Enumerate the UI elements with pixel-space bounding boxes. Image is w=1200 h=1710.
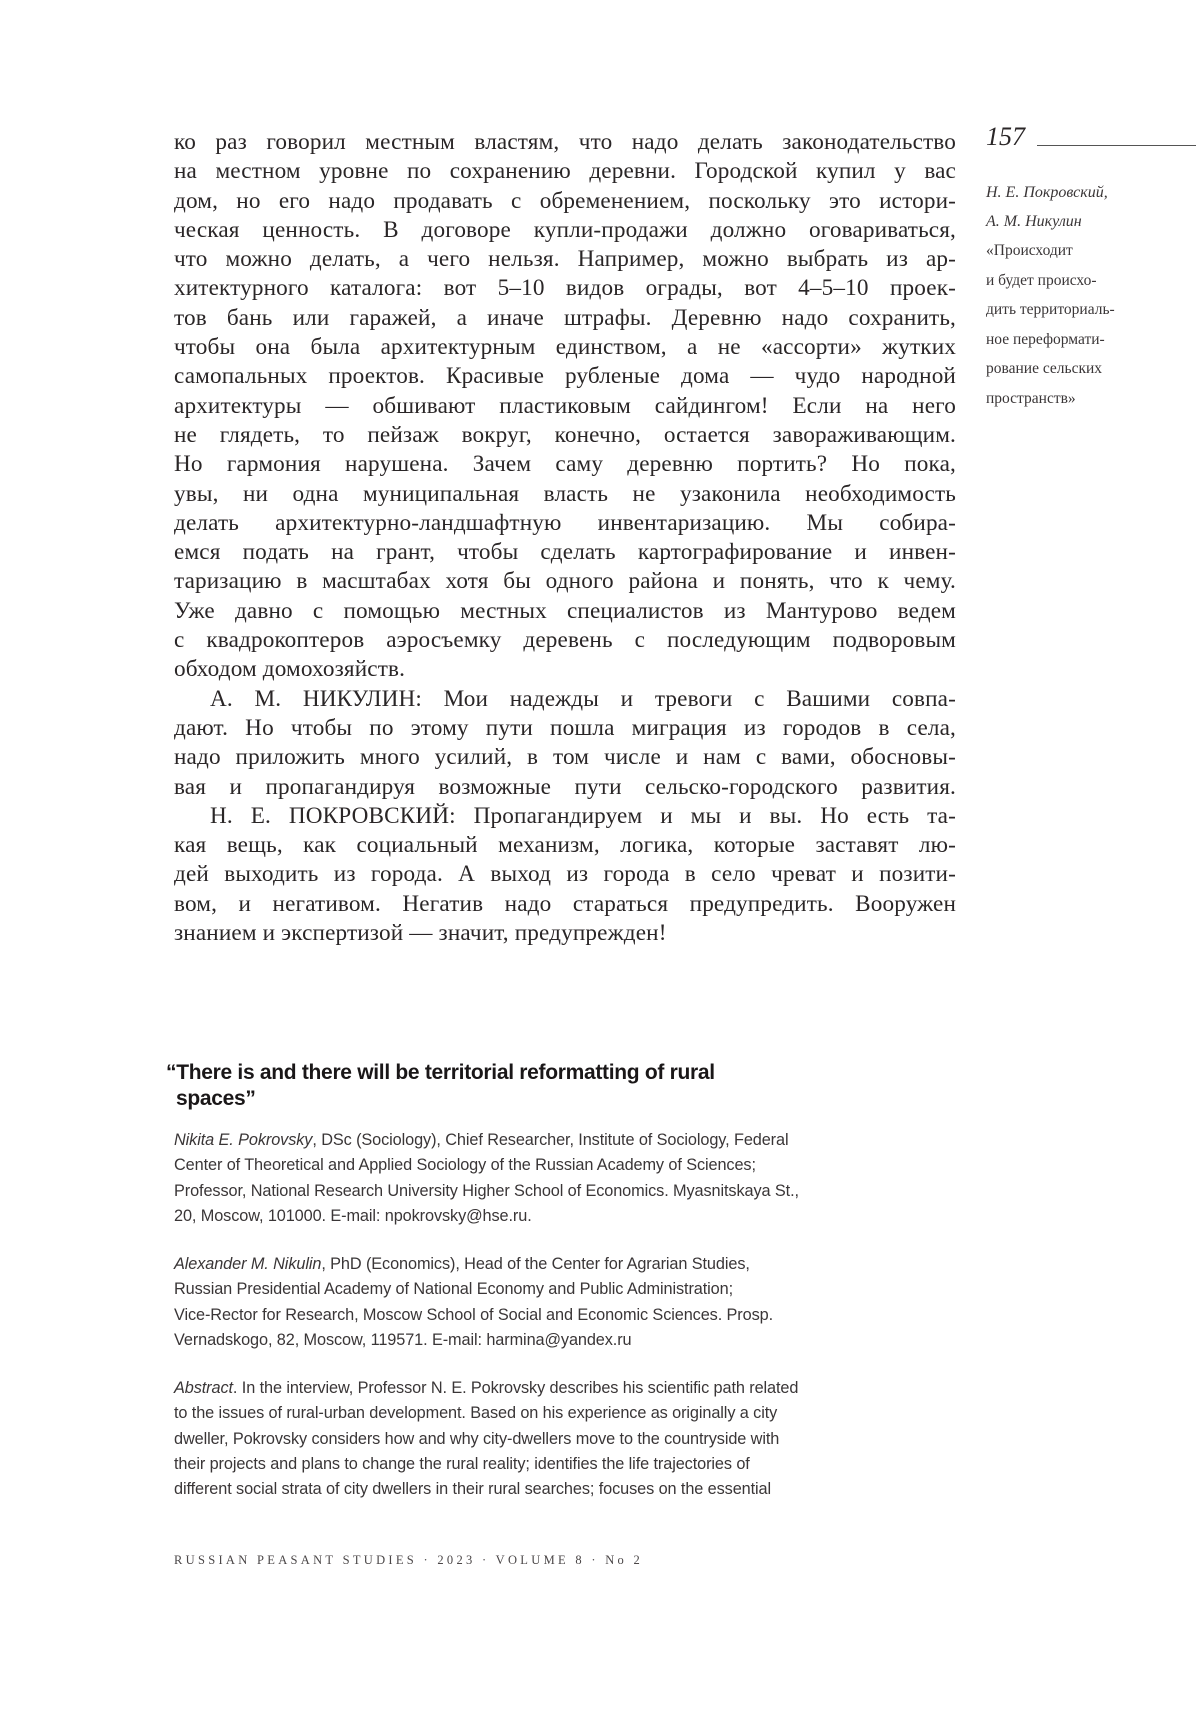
body-line: Но гармония нарушена. Зачем саму деревню портить? Но пока, (174, 451, 956, 478)
body-line: вая и пропагандируя возможные пути сельско-городского развития. (174, 773, 956, 800)
body-line: чтобы она была архитектурным единством, а не «ассорти» жутких (174, 334, 956, 361)
body-line: дей выходить из города. А выход из города в село чреват и позити- (174, 861, 956, 888)
body-line: вом, и негативом. Негатив надо стараться предупредить. Вооружен (174, 890, 956, 917)
page-number: 157 (986, 122, 1025, 151)
abstract: Abstract. In the interview, Professor N. E. Pokrovsky describes his scientific path related to the issues of rural-urban development. Based on his experience as originally a city dweller, Pokrovsky considers how and why city-dwellers move to the countryside with their projects and plans to change the rural reality; identifies the life trajectories of different social strata of city dwellers in their rural searches; focuses on the essential (174, 1379, 799, 1499)
body-line: дают. Но чтобы по этому пути пошла миграция из городов в села, (174, 714, 956, 741)
running-authors: Н. Е. Покровский, А. М. Никулин (986, 184, 1108, 230)
english-title: “There is and there will be territorial reformatting of rural spaces” (166, 1061, 715, 1110)
body-line: с квадрокоптеров аэросъемку деревень с последующим подворовым (174, 627, 956, 654)
body-line: делать архитектурно-ландшафтную инвентаризацию. Мы собира- (174, 509, 956, 536)
body-line: хитектурного каталога: вот 5–10 видов ограды, вот 4–5–10 проек- (174, 275, 956, 302)
body-line: не глядеть, то пейзаж вокруг, конечно, остается завораживающим. (174, 421, 956, 448)
body-line: знанием и экспертизой — значит, предупрежден! (174, 920, 667, 947)
journal-footer: RUSSIAN PEASANT STUDIES · 2023 · VOLUME 8 · No 2 (174, 1553, 644, 1567)
body-line: кая вещь, как социальный механизм, логика, которые заставят лю- (174, 832, 956, 859)
body-line-speaker-nikulin: А. М. НИКУЛИН: Мои надежды и тревоги с Вашими совпа- (210, 685, 956, 712)
body-line: дом, но его надо продавать с обременением, поскольку это истори- (174, 187, 956, 214)
body-line: архитектуры — обшивают пластиковым сайдингом! Если на него (174, 392, 956, 419)
running-title: «Происходит и будет происхо- дить территориаль- ное переформати- рование сельских пространств» (986, 242, 1115, 407)
body-line: Уже давно с помощью местных специалистов из Мантурово ведем (174, 597, 956, 624)
body-line: емся подать на грант, чтобы сделать картографирование и инвен- (174, 539, 956, 566)
body-line: надо приложить много усилий, в том числе и нам с вами, обосновы- (174, 744, 956, 771)
abstract-label: Abstract (174, 1379, 233, 1397)
body-line: обходом домохозяйств. (174, 656, 406, 683)
russian-body-text (174, 128, 956, 948)
body-line: ко раз говорил местным властям, что надо делать законодательство (174, 129, 956, 155)
body-line: таризацию в масштабах хотя бы одного района и понять, что к чему. (174, 568, 956, 595)
body-line: тов бань или гаражей, а иначе штрафы. Деревню надо сохранить, (174, 304, 956, 331)
author-affiliation-nikulin: Alexander M. Nikulin, PhD (Economics), Head of the Center for Agrarian Studies, Russian Presidential Academy of National Economy and Public Administration; Vice-Rector for Research, Moscow School of Social and Economic Sciences. Prosp. Vernadskogo, 82, Moscow, 119571. E-mail: harmina@yandex.ru (174, 1255, 773, 1349)
author-name: Alexander M. Nikulin (174, 1255, 322, 1273)
body-line: увы, ни одна муниципальная власть не узаконила необходимость (174, 480, 956, 507)
body-line: ческая ценность. В договоре купли-продажи должно оговариваться, (174, 216, 956, 243)
running-header-margin (986, 118, 1196, 413)
body-line: на местном уровне по сохранению деревни. Городской купил у вас (174, 158, 956, 185)
header-rule (1037, 145, 1196, 146)
body-line-speaker-pokrovsky: Н. Е. ПОКРОВСКИЙ: Пропагандируем и мы и вы. Но есть та- (210, 802, 956, 829)
body-line: самопальных проектов. Красивые рубленые дома — чудо народной (174, 363, 956, 390)
author-affiliation-pokrovsky: Nikita E. Pokrovsky, DSc (Sociology), Chief Researcher, Institute of Sociology, Federal Center of Theoretical and Applied Sociology of the Russian Academy of Sciences; Professor, National Research University Higher School of Economics. Myasnitskaya St., 20, Moscow, 101000. E-mail: npokrovsky@hse.ru. (174, 1131, 799, 1225)
body-line: что можно делать, а чего нельзя. Например, можно выбрать из ар- (174, 246, 956, 273)
author-name: Nikita E. Pokrovsky (174, 1131, 313, 1149)
